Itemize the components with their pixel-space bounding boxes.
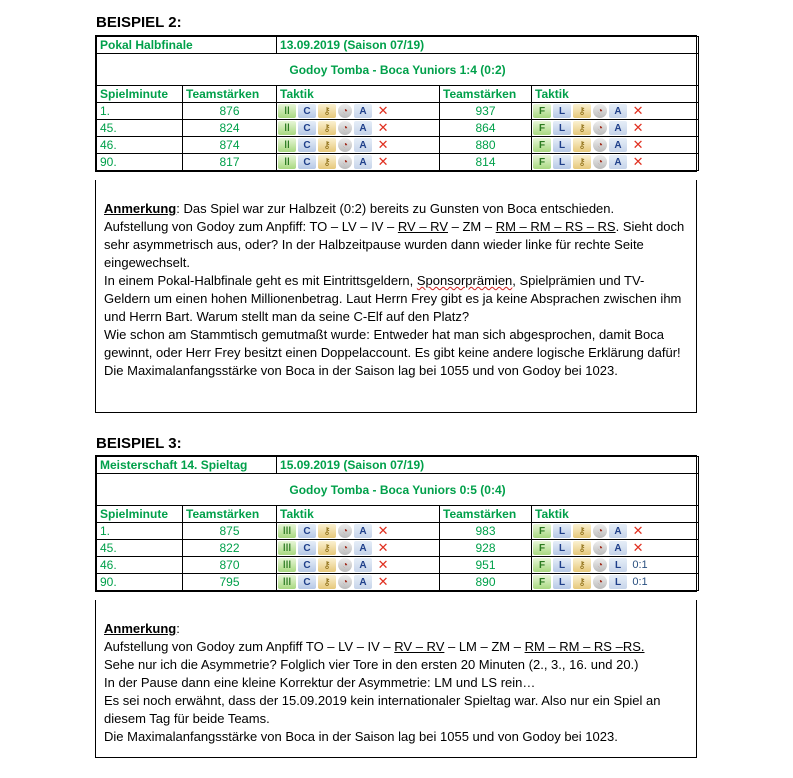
note-underlined: RM – RM – RS – RS <box>495 219 616 234</box>
c-tactic-icon: C <box>298 104 316 118</box>
header-strength-away: Teamstärken <box>440 506 532 523</box>
star-icon: A <box>354 155 372 169</box>
strength-home-cell: 876 <box>183 103 277 120</box>
key-icon: ⚷ <box>573 524 591 538</box>
key-icon: ⚷ <box>318 104 336 118</box>
tactic-away-cell <box>532 574 699 591</box>
key-icon: ⚷ <box>318 138 336 152</box>
strength-home-cell: 824 <box>183 120 277 137</box>
tactic-home-cell <box>277 137 440 154</box>
tactic-home-cell <box>277 557 440 574</box>
close-icon: ✕ <box>632 154 644 169</box>
attack-icon: ǀǀǀ <box>278 541 296 555</box>
c-tactic-icon: C <box>298 155 316 169</box>
gauge-icon: ◔ <box>338 524 352 538</box>
example-3-table <box>95 455 697 592</box>
match-title <box>97 54 699 86</box>
attack-icon: ǀǀǀ <box>278 575 296 589</box>
note-paragraph: Die Maximalanfangsstärke von Boca in der Saison lag bei 1055 und von Godoy bei 1023. <box>104 363 618 378</box>
strength-away-cell: 814 <box>440 154 532 171</box>
strength-away-cell: 890 <box>440 574 532 591</box>
gauge-icon: ◔ <box>338 541 352 555</box>
flag-l-icon: L <box>553 558 571 572</box>
close-icon: ✕ <box>377 137 389 152</box>
note-text: , Spielprämien und TV-Geldern um einen hohen Millionenbetrag. Laut Herrn Frey gibt es ja keine Absprachen zwischen ihm und Herrn Bart. Warum stellt man da seine C-Elf auf den Platz? <box>104 273 682 324</box>
gauge-icon: ◔ <box>338 104 352 118</box>
star-icon: A <box>354 558 372 572</box>
flag-l-icon: L <box>553 104 571 118</box>
date-cell: 15.09.2019 (Saison 07/19) <box>277 457 699 474</box>
minute-cell: 1. <box>97 103 183 120</box>
flag-l-icon: L <box>553 138 571 152</box>
table-row <box>97 137 699 154</box>
star-icon: A <box>354 575 372 589</box>
flag-l-icon: L <box>553 155 571 169</box>
tactic-home-cell <box>277 154 440 171</box>
note-text: – LM – ZM – <box>444 639 525 654</box>
key-icon: ⚷ <box>318 541 336 555</box>
match-title-text: Godoy Tomba - Boca Yuniors 1:4 (0:2) <box>289 62 506 77</box>
minute-cell: 46. <box>97 557 183 574</box>
gauge-icon: ◔ <box>593 104 607 118</box>
gauge-icon: ◔ <box>593 575 607 589</box>
gauge-icon: ◔ <box>338 121 352 135</box>
minute-cell: 46. <box>97 137 183 154</box>
note-paragraph: Es sei noch erwähnt, dass der 15.09.2019 kein internationaler Spieltag war. Also nur ein Spiel an diesem Tag für beide Teams. <box>104 693 661 726</box>
gauge-icon: ◔ <box>593 558 607 572</box>
note-underlined: RV – RV <box>397 219 448 234</box>
strength-home-cell: 822 <box>183 540 277 557</box>
header-strength-home: Teamstärken <box>183 506 277 523</box>
score-icon: 0:1 <box>632 559 648 571</box>
close-icon: ✕ <box>377 523 389 538</box>
tactic-home-cell <box>277 540 440 557</box>
strength-away-cell: 937 <box>440 103 532 120</box>
star-icon: L <box>609 558 627 572</box>
header-tactic-home: Taktik <box>277 86 440 103</box>
attack-icon: ǀǀǀ <box>278 558 296 572</box>
note-paragraph: In der Pause dann eine kleine Korrektur der Asymmetrie: LM und LS rein… <box>104 675 536 690</box>
example-2-heading: BEISPIEL 2: <box>96 14 182 31</box>
tactic-away-cell <box>532 523 699 540</box>
minute-cell: 45. <box>97 120 183 137</box>
flag-f-icon: F <box>533 541 551 555</box>
star-icon: A <box>354 524 372 538</box>
strength-home-cell: 870 <box>183 557 277 574</box>
date-cell: 13.09.2019 (Saison 07/19) <box>277 37 699 54</box>
tactic-home-cell <box>277 523 440 540</box>
tactic-away-cell <box>532 540 699 557</box>
key-icon: ⚷ <box>573 121 591 135</box>
table-row <box>97 557 699 574</box>
note-paragraph: Wie schon am Stammtisch gemutmaßt wurde: Entweder hat man sich abgesprochen, damit Boca gewinnt, oder Herr Frey besitzt einen Doppelaccount. Es gibt keine andere logische Erklärung dafür! <box>104 327 681 360</box>
c-tactic-icon: C <box>298 575 316 589</box>
star-icon: A <box>609 138 627 152</box>
header-tactic-home: Taktik <box>277 506 440 523</box>
close-icon: ✕ <box>632 103 644 118</box>
note-text: In einem Pokal-Halbfinale geht es mit Eintrittsgeldern, <box>104 273 417 288</box>
flag-f-icon: F <box>533 155 551 169</box>
note-text: Aufstellung von Godoy zum Anpfiff TO – LV – IV – <box>104 639 395 654</box>
c-tactic-icon: C <box>298 558 316 572</box>
gauge-icon: ◔ <box>593 541 607 555</box>
note-underlined: RV – RV <box>394 639 445 654</box>
close-icon: ✕ <box>632 523 644 538</box>
header-tactic-away: Taktik <box>532 506 699 523</box>
note-text: – ZM – <box>448 219 496 234</box>
key-icon: ⚷ <box>573 541 591 555</box>
note-paragraph: Die Maximalanfangsstärke von Boca in der Saison lag bei 1055 und von Godoy bei 1023. <box>104 729 618 744</box>
star-icon: A <box>354 541 372 555</box>
key-icon: ⚷ <box>318 121 336 135</box>
c-tactic-icon: C <box>298 138 316 152</box>
header-minute: Spielminute <box>97 86 183 103</box>
star-icon: L <box>609 575 627 589</box>
key-icon: ⚷ <box>573 575 591 589</box>
flag-f-icon: F <box>533 558 551 572</box>
star-icon: A <box>354 104 372 118</box>
minute-cell: 90. <box>97 574 183 591</box>
note-label: Anmerkung <box>104 201 177 216</box>
tactic-home-cell <box>277 120 440 137</box>
header-tactic-away: Taktik <box>532 86 699 103</box>
strength-away-cell: 951 <box>440 557 532 574</box>
strength-home-cell: 875 <box>183 523 277 540</box>
flag-l-icon: L <box>553 121 571 135</box>
close-icon: ✕ <box>377 557 389 572</box>
note-paragraph: Sehe nur ich die Asymmetrie? Folglich vier Tore in den ersten 20 Minuten (2., 3., 16. und 20.) <box>104 657 639 672</box>
minute-cell: 45. <box>97 540 183 557</box>
c-tactic-icon: C <box>298 524 316 538</box>
note-label: Anmerkung <box>104 621 177 636</box>
gauge-icon: ◔ <box>593 155 607 169</box>
note-paragraph <box>104 218 688 272</box>
close-icon: ✕ <box>377 103 389 118</box>
gauge-icon: ◔ <box>593 121 607 135</box>
table-row <box>97 103 699 120</box>
strength-away-cell: 864 <box>440 120 532 137</box>
close-icon: ✕ <box>377 120 389 135</box>
table-row <box>97 574 699 591</box>
header-strength-home: Teamstärken <box>183 86 277 103</box>
flag-l-icon: L <box>553 541 571 555</box>
c-tactic-icon: C <box>298 121 316 135</box>
flag-l-icon: L <box>553 575 571 589</box>
key-icon: ⚷ <box>318 575 336 589</box>
star-icon: A <box>609 104 627 118</box>
strength-home-cell: 795 <box>183 574 277 591</box>
example-2-table <box>95 35 697 172</box>
tactic-home-cell <box>277 574 440 591</box>
note-paragraph <box>104 200 688 218</box>
flag-f-icon: F <box>533 138 551 152</box>
note-paragraph <box>104 272 688 326</box>
close-icon: ✕ <box>377 154 389 169</box>
close-icon: ✕ <box>632 137 644 152</box>
star-icon: A <box>354 138 372 152</box>
flag-f-icon: F <box>533 524 551 538</box>
strength-home-cell: 874 <box>183 137 277 154</box>
key-icon: ⚷ <box>318 524 336 538</box>
note-paragraph <box>104 638 688 656</box>
table-row <box>97 154 699 171</box>
strength-away-cell: 880 <box>440 137 532 154</box>
attack-icon: ǀǀ <box>278 138 296 152</box>
close-icon: ✕ <box>377 574 389 589</box>
tactic-away-cell <box>532 137 699 154</box>
note-text: . Sieht doch sehr asymmetrisch aus, oder? In der Halbzeitpause wurden dann wieder linke für rechte Seite eingewechselt. <box>104 219 685 270</box>
flag-f-icon: F <box>533 121 551 135</box>
gauge-icon: ◔ <box>338 575 352 589</box>
close-icon: ✕ <box>632 540 644 555</box>
star-icon: A <box>609 155 627 169</box>
gauge-icon: ◔ <box>338 138 352 152</box>
attack-icon: ǀǀ <box>278 121 296 135</box>
tactic-away-cell <box>532 154 699 171</box>
example-2-note <box>95 180 697 413</box>
star-icon: A <box>609 541 627 555</box>
attack-icon: ǀǀǀ <box>278 524 296 538</box>
note-paragraph <box>104 620 688 638</box>
tactic-away-cell <box>532 557 699 574</box>
score-icon: 0:1 <box>632 576 648 588</box>
competition-cell: Pokal Halbfinale <box>97 37 277 54</box>
flag-f-icon: F <box>533 575 551 589</box>
strength-away-cell: 928 <box>440 540 532 557</box>
flag-l-icon: L <box>553 524 571 538</box>
minute-cell: 1. <box>97 523 183 540</box>
gauge-icon: ◔ <box>338 155 352 169</box>
header-strength-away: Teamstärken <box>440 86 532 103</box>
match-title <box>97 474 699 506</box>
gauge-icon: ◔ <box>593 138 607 152</box>
competition-cell: Meisterschaft 14. Spieltag <box>97 457 277 474</box>
table-row <box>97 120 699 137</box>
table-row <box>97 523 699 540</box>
star-icon: A <box>354 121 372 135</box>
key-icon: ⚷ <box>573 138 591 152</box>
note-flagged-word: Sponsorprämien <box>416 273 513 288</box>
example-3-note <box>95 600 697 758</box>
note-text: : Das Spiel war zur Halbzeit (0:2) bereits zu Gunsten von Boca entschieden. <box>176 201 615 216</box>
gauge-icon: ◔ <box>593 524 607 538</box>
attack-icon: ǀǀ <box>278 104 296 118</box>
strength-home-cell: 817 <box>183 154 277 171</box>
flag-f-icon: F <box>533 104 551 118</box>
key-icon: ⚷ <box>318 558 336 572</box>
note-text: : <box>176 621 180 636</box>
example-3-heading: BEISPIEL 3: <box>96 435 182 452</box>
tactic-home-cell <box>277 103 440 120</box>
strength-away-cell: 983 <box>440 523 532 540</box>
match-title-text: Godoy Tomba - Boca Yuniors 0:5 (0:4) <box>289 482 506 497</box>
table-row <box>97 540 699 557</box>
gauge-icon: ◔ <box>338 558 352 572</box>
minute-cell: 90. <box>97 154 183 171</box>
key-icon: ⚷ <box>318 155 336 169</box>
close-icon: ✕ <box>377 540 389 555</box>
tactic-away-cell <box>532 120 699 137</box>
c-tactic-icon: C <box>298 541 316 555</box>
note-text: Aufstellung von Godoy zum Anpfiff: TO – LV – IV – <box>104 219 398 234</box>
attack-icon: ǀǀ <box>278 155 296 169</box>
header-minute: Spielminute <box>97 506 183 523</box>
star-icon: A <box>609 121 627 135</box>
key-icon: ⚷ <box>573 558 591 572</box>
key-icon: ⚷ <box>573 104 591 118</box>
tactic-away-cell <box>532 103 699 120</box>
star-icon: A <box>609 524 627 538</box>
key-icon: ⚷ <box>573 155 591 169</box>
note-underlined: RM – RM – RS –RS. <box>524 639 645 654</box>
close-icon: ✕ <box>632 120 644 135</box>
